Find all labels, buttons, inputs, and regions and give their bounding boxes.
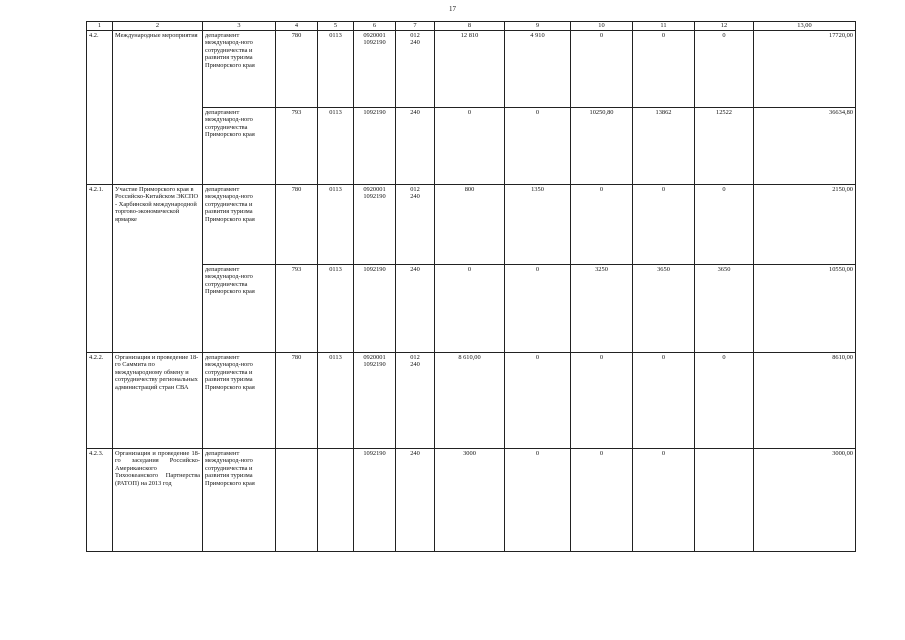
executor: департамент международ-ного сотрудничества и развития туризма Приморского края [203, 448, 276, 551]
table-row [87, 107, 856, 184]
grbs-code: 793 [276, 107, 318, 184]
item-code: 4.2.2. [87, 352, 113, 448]
amount-year-2: 0 [505, 448, 571, 551]
amount-total: 17720,00 [754, 30, 856, 107]
amount-year-2: 0 [505, 352, 571, 448]
vr-code: 012 240 [396, 184, 435, 264]
amount-year-1: 12 810 [435, 30, 505, 107]
amount-year-1: 0 [435, 264, 505, 352]
rzpr-code: 0113 [318, 30, 354, 107]
amount-year-3: 0 [571, 352, 633, 448]
column-number: 7 [396, 22, 435, 31]
vr-code: 240 [396, 107, 435, 184]
vr-code: 012 240 [396, 30, 435, 107]
rzpr-code: 0113 [318, 352, 354, 448]
column-number: 5 [318, 22, 354, 31]
column-number: 2 [113, 22, 203, 31]
amount-year-5: 12522 [695, 107, 754, 184]
rzpr-code [318, 448, 354, 551]
rzpr-code: 0113 [318, 107, 354, 184]
grbs-code: 793 [276, 264, 318, 352]
executor: департамент международ-ного сотрудничества Приморского края [203, 107, 276, 184]
csr-code: 1092190 [354, 264, 396, 352]
amount-year-4: 0 [633, 352, 695, 448]
column-number: 3 [203, 22, 276, 31]
column-number: 11 [633, 22, 695, 31]
amount-year-5 [695, 448, 754, 551]
item-name: Организация и проведение 18-го заседания Российско-Американского Тихоокеанского Партнерства (РАТОП) на 2013 год [113, 448, 203, 551]
column-number: 9 [505, 22, 571, 31]
csr-code: 0920001 1092190 [354, 352, 396, 448]
vr-code: 012 240 [396, 352, 435, 448]
amount-total: 10550,00 [754, 264, 856, 352]
amount-year-1: 0 [435, 107, 505, 184]
executor: департамент международ-ного сотрудничества и развития туризма Приморского края [203, 30, 276, 107]
column-number: 4 [276, 22, 318, 31]
column-number: 8 [435, 22, 505, 31]
amount-year-4: 0 [633, 30, 695, 107]
column-number: 6 [354, 22, 396, 31]
amount-year-5: 0 [695, 352, 754, 448]
column-number: 12 [695, 22, 754, 31]
amount-year-1: 8 610,00 [435, 352, 505, 448]
vr-code: 240 [396, 448, 435, 551]
table-row [87, 30, 856, 107]
amount-year-3: 3250 [571, 264, 633, 352]
item-name: Организация и проведение 18-го Саммита по международному обмену и сотрудничеству региональных администраций стран СВА [113, 352, 203, 448]
executor: департамент международ-ного сотрудничества и развития туризма Приморского края [203, 352, 276, 448]
table-row [87, 352, 856, 448]
column-number: 1 [87, 22, 113, 31]
item-code: 4.2.1. [87, 184, 113, 352]
amount-total: 36634,80 [754, 107, 856, 184]
item-code: 4.2. [87, 30, 113, 184]
amount-year-3: 0 [571, 448, 633, 551]
executor: департамент международ-ного сотрудничества и развития туризма Приморского края [203, 184, 276, 264]
amount-total: 2150,00 [754, 184, 856, 264]
executor: департамент международ-ного сотрудничества Приморского края [203, 264, 276, 352]
amount-year-5: 3650 [695, 264, 754, 352]
table-row [87, 184, 856, 264]
amount-year-3: 0 [571, 30, 633, 107]
csr-code: 1092190 [354, 448, 396, 551]
amount-year-1: 800 [435, 184, 505, 264]
amount-year-2: 0 [505, 264, 571, 352]
column-number: 10 [571, 22, 633, 31]
amount-year-2: 0 [505, 107, 571, 184]
csr-code: 1092190 [354, 107, 396, 184]
grbs-code: 780 [276, 352, 318, 448]
budget-table [86, 21, 856, 552]
grbs-code: 780 [276, 30, 318, 107]
item-name: Международные мероприятия [113, 30, 203, 184]
amount-year-4: 13862 [633, 107, 695, 184]
amount-year-5: 0 [695, 30, 754, 107]
page-number: 17 [449, 5, 456, 13]
amount-total: 3000,00 [754, 448, 856, 551]
amount-year-1: 3000 [435, 448, 505, 551]
csr-code: 0920001 1092190 [354, 184, 396, 264]
csr-code: 0920001 1092190 [354, 30, 396, 107]
rzpr-code: 0113 [318, 264, 354, 352]
amount-year-4: 0 [633, 184, 695, 264]
grbs-code [276, 448, 318, 551]
table-row [87, 448, 856, 551]
vr-code: 240 [396, 264, 435, 352]
item-code: 4.2.3. [87, 448, 113, 551]
amount-year-4: 3650 [633, 264, 695, 352]
amount-year-4: 0 [633, 448, 695, 551]
amount-year-5: 0 [695, 184, 754, 264]
amount-year-3: 0 [571, 184, 633, 264]
item-name: Участие Приморского края в Российско-Китайском ЭКСПО - Харбинской международной торгово-экономической ярмарке [113, 184, 203, 352]
rzpr-code: 0113 [318, 184, 354, 264]
amount-total: 8610,00 [754, 352, 856, 448]
amount-year-2: 4 910 [505, 30, 571, 107]
column-number: 13,00 [754, 22, 856, 31]
amount-year-3: 10250,80 [571, 107, 633, 184]
grbs-code: 780 [276, 184, 318, 264]
column-number-row [87, 22, 856, 31]
amount-year-2: 1350 [505, 184, 571, 264]
table-row [87, 264, 856, 352]
